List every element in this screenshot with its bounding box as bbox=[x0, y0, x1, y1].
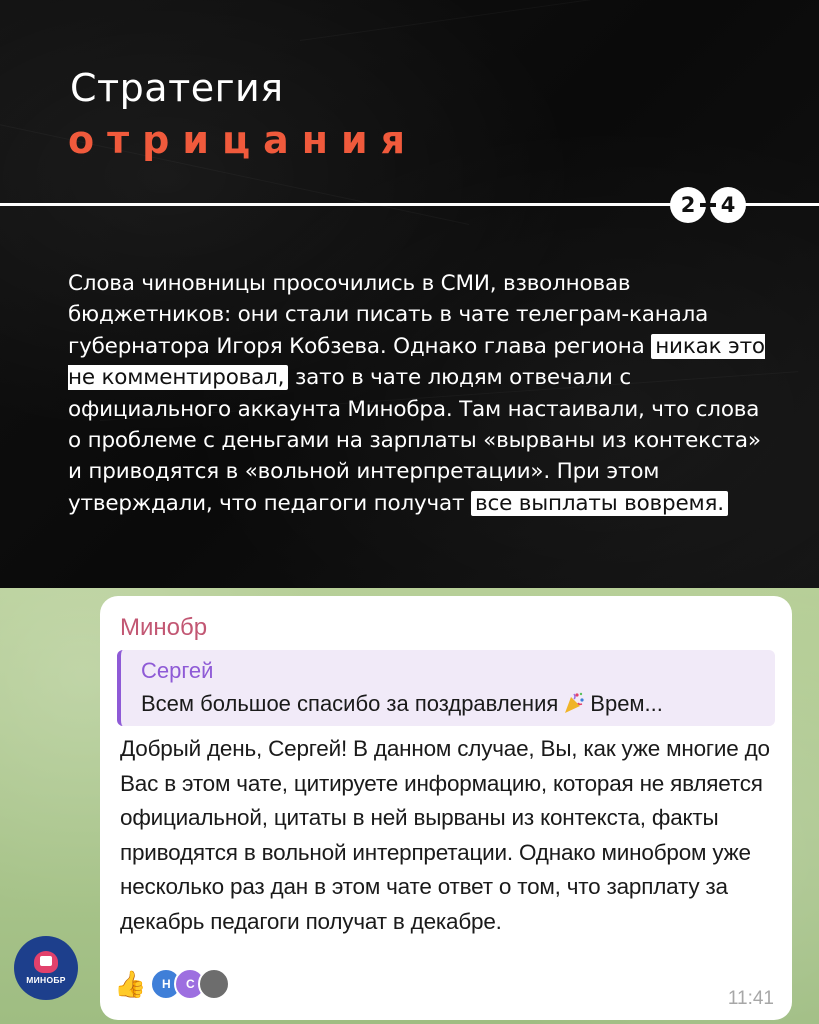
avatar[interactable] bbox=[14, 936, 78, 1000]
party-popper-icon bbox=[562, 691, 586, 715]
slide-title-accent: отрицания bbox=[68, 118, 419, 162]
reply-preview-text: Врем... bbox=[590, 691, 663, 716]
highlight-payments: все выплаты вовремя. bbox=[471, 491, 728, 516]
message-text: Добрый день, Сергей! В данном случае, Вы, как уже многие до Вас в этом чате, цитируете информацию, которая не является официальной, цитаты в ней вырваны из контекста, факты приводятся в вольной интерпретации. Однако минобром уже несколько раз дан в этом чате ответ о том, что зарплату за декабрь педагоги получат в декабре. bbox=[120, 736, 770, 934]
thumbs-up-icon: 👍 bbox=[114, 969, 147, 999]
message-bubble[interactable] bbox=[100, 596, 792, 1020]
reaction-avatar: С bbox=[174, 968, 206, 1000]
page-total: 4 bbox=[710, 187, 746, 223]
page-separator bbox=[700, 203, 716, 207]
slide-title: Стратегия bbox=[70, 66, 284, 110]
chat-screenshot bbox=[0, 588, 819, 1024]
avatar-label: МИНОБР bbox=[26, 975, 66, 985]
reply-preview bbox=[141, 691, 771, 717]
reaction-avatar bbox=[198, 968, 230, 1000]
minobr-emblem-icon bbox=[34, 951, 58, 973]
paper-texture bbox=[300, 0, 819, 41]
page-current: 2 bbox=[670, 187, 706, 223]
sender-name[interactable]: Минобр bbox=[120, 614, 208, 641]
page-indicator bbox=[670, 186, 746, 224]
highlight-no-comment: никак это не комментировал, bbox=[68, 333, 765, 391]
slide-paragraph bbox=[68, 268, 768, 519]
message-time: 11:41 bbox=[727, 988, 774, 1009]
paragraph-text: зато в чате людям отвечали с официального аккаунта Минобра. Там настаивали, что слова о проблеме с деньгами на зарплаты «вырваны из контекста» и приводятся в «вольной интерпретации». При этом утверждали, что педагоги получат bbox=[68, 365, 761, 516]
reactions-bar[interactable] bbox=[114, 964, 230, 1004]
paragraph-text: Слова чиновницы просочились в СМИ, взволновав бюджетников: они стали писать в чате телеграм-канала губернатора Игоря Кобзева. Однако глава региона bbox=[68, 271, 709, 359]
reaction-avatar: Н bbox=[150, 968, 182, 1000]
reply-quote[interactable] bbox=[117, 650, 775, 726]
reply-preview-text: Всем большое спасибо за поздравления bbox=[141, 691, 559, 716]
reply-author: Сергей bbox=[141, 658, 214, 683]
